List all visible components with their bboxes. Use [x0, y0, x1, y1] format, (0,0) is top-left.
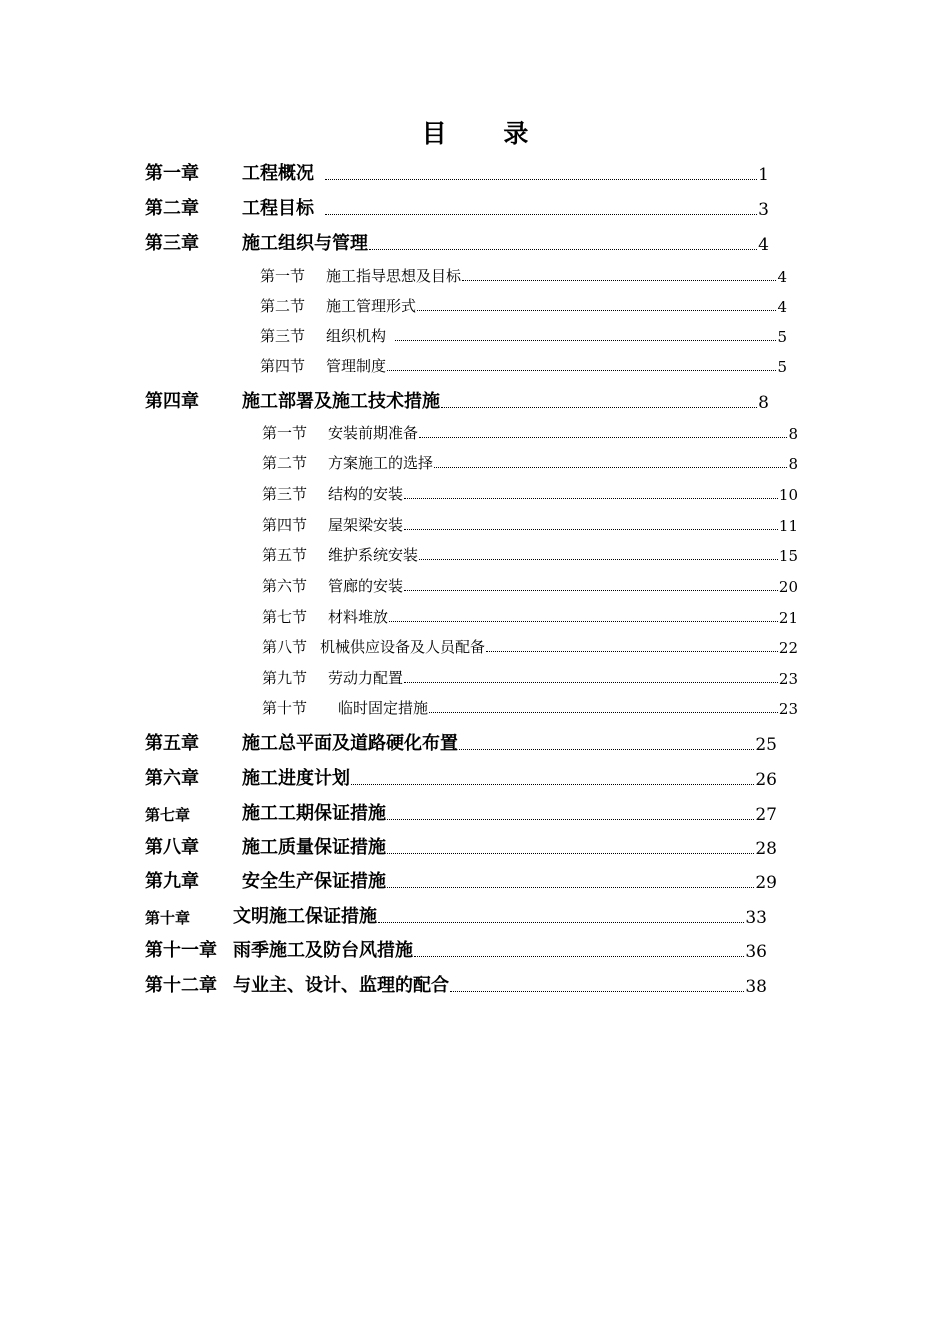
toc-title: 文明施工保证措施: [233, 906, 377, 927]
toc-number: 第八节: [262, 638, 308, 656]
toc-title: 施工总平面及道路硬化布置: [242, 733, 458, 754]
toc-page-number: 15: [778, 547, 798, 565]
toc-number: 第四节: [260, 357, 306, 375]
toc-title: 工程目标: [242, 198, 314, 219]
toc-title: 施工进度计划: [242, 768, 350, 789]
toc-leader: [419, 437, 787, 438]
toc-title: 施工管理形式: [326, 297, 417, 315]
toc-leader: [486, 651, 778, 652]
toc-chapter-1[interactable]: [145, 159, 769, 185]
toc-page-number: 21: [778, 609, 798, 627]
toc-chapter-2[interactable]: [145, 194, 769, 220]
toc-chapter-6[interactable]: [145, 764, 777, 790]
toc-leader: [351, 784, 754, 785]
toc-section-3-2[interactable]: [260, 295, 787, 316]
toc-number: 第二节: [262, 454, 308, 472]
toc-section-4-6[interactable]: [262, 575, 798, 596]
toc-leader: [429, 712, 778, 713]
toc-number: 第一章: [145, 163, 199, 184]
toc-number: 第十节: [262, 699, 308, 717]
toc-leader: [441, 407, 757, 408]
toc-title: 劳动力配置: [328, 669, 404, 687]
toc-number: 第八章: [145, 837, 199, 858]
toc-leader: [387, 370, 776, 371]
toc-leader: [404, 682, 778, 683]
toc-number: 第三章: [145, 233, 199, 254]
toc-section-4-3[interactable]: [262, 483, 798, 504]
toc-number: 第五节: [262, 546, 308, 564]
toc-title: 安全生产保证措施: [242, 871, 386, 892]
toc-leader: [419, 559, 778, 560]
toc-leader: [387, 853, 754, 854]
toc-number: 第十二章: [145, 975, 217, 996]
toc-number: 第十章: [145, 909, 191, 927]
toc-leader: [459, 749, 754, 750]
toc-chapter-3[interactable]: [145, 229, 769, 255]
toc-number: 第三节: [262, 485, 308, 503]
toc-page-number: 11: [778, 517, 798, 535]
toc-section-4-9[interactable]: [262, 667, 798, 688]
toc-number: 第七节: [262, 608, 308, 626]
toc-number: 第三节: [260, 327, 306, 345]
toc-leader: [414, 956, 744, 957]
toc-section-4-4[interactable]: [262, 514, 798, 535]
toc-leader: [417, 310, 776, 311]
toc-number: 第二节: [260, 297, 306, 315]
toc-number: 第一节: [260, 267, 306, 285]
toc-chapter-8[interactable]: [145, 833, 777, 859]
toc-title: 材料堆放: [328, 608, 389, 626]
toc-title: 结构的安装: [328, 485, 404, 503]
toc-title: 雨季施工及防台风措施: [233, 940, 413, 961]
toc-section-4-2[interactable]: [262, 452, 798, 473]
toc-chapter-12[interactable]: [145, 971, 767, 997]
toc-section-3-3[interactable]: [260, 325, 787, 346]
toc-page-number: 10: [778, 486, 798, 504]
toc-chapter-5[interactable]: [145, 729, 777, 755]
toc-page-number: 26: [755, 770, 777, 790]
toc-leader: [378, 922, 744, 923]
toc-title: 方案施工的选择: [328, 454, 434, 472]
toc-page-number: 20: [778, 578, 798, 596]
toc-number: 第五章: [145, 733, 199, 754]
toc-page-number: 22: [778, 639, 798, 657]
toc-title: 施工工期保证措施: [242, 803, 386, 824]
toc-number: 第六章: [145, 768, 199, 789]
toc-chapter-9[interactable]: [145, 867, 777, 893]
toc-page-number: 33: [745, 908, 767, 928]
toc-title: 安装前期准备: [328, 424, 419, 442]
toc-page-number: 36: [745, 942, 767, 962]
toc-page-number: 29: [755, 873, 777, 893]
toc-page-number: 5: [777, 358, 787, 376]
toc-number: 第十一章: [145, 940, 217, 961]
toc-leader: [325, 214, 757, 215]
toc-number: 第四节: [262, 516, 308, 534]
toc-section-4-8[interactable]: [262, 636, 798, 657]
toc-number: 第七章: [145, 806, 191, 824]
toc-leader: [404, 529, 778, 530]
toc-number: 第四章: [145, 391, 199, 412]
toc-page-number: 1: [758, 165, 769, 185]
toc-page-number: 4: [758, 235, 769, 255]
toc-leader: [434, 467, 787, 468]
page-title: 目 录: [421, 119, 553, 148]
toc-page-number: 28: [755, 839, 777, 859]
toc-section-4-1[interactable]: [262, 422, 798, 443]
toc-number: 第一节: [262, 424, 308, 442]
toc-title: 组织机构: [326, 327, 387, 345]
toc-section-4-5[interactable]: [262, 544, 798, 565]
toc-title: 临时固定措施: [338, 699, 429, 717]
toc-page-number: 8: [788, 455, 798, 473]
toc-section-4-10[interactable]: [262, 697, 798, 718]
toc-leader: [325, 179, 757, 180]
toc-number: 第九章: [145, 871, 199, 892]
toc-title: 施工指导思想及目标: [326, 267, 462, 285]
toc-title: 施工组织与管理: [242, 233, 368, 254]
toc-leader: [395, 340, 776, 341]
toc-title: 与业主、设计、监理的配合: [233, 975, 449, 996]
toc-title: 管理制度: [326, 357, 387, 375]
toc-chapter-10[interactable]: [145, 902, 767, 928]
toc-section-3-1[interactable]: [260, 265, 787, 286]
toc-title: 工程概况: [242, 163, 314, 184]
toc-page-number: 23: [778, 700, 798, 718]
toc-leader: [387, 887, 754, 888]
toc-section-4-7[interactable]: [262, 606, 798, 627]
toc-leader: [462, 280, 776, 281]
toc-page-number: 5: [777, 328, 787, 346]
toc-page-number: 23: [778, 670, 798, 688]
toc-number: 第九节: [262, 669, 308, 687]
toc-leader: [387, 819, 754, 820]
toc-page-number: 38: [745, 977, 767, 997]
toc-leader: [404, 590, 778, 591]
toc-chapter-11[interactable]: [145, 936, 767, 962]
toc-chapter-7[interactable]: [145, 799, 777, 825]
toc-page-number: 27: [755, 805, 777, 825]
toc-page-number: 3: [758, 200, 769, 220]
toc-chapter-4[interactable]: [145, 387, 769, 413]
toc-page-number: 8: [788, 425, 798, 443]
toc-page-number: 4: [777, 268, 787, 286]
toc-leader: [369, 249, 757, 250]
toc-title: 施工质量保证措施: [242, 837, 386, 858]
toc-title: 机械供应设备及人员配备: [320, 638, 486, 656]
toc-page-number: 4: [777, 298, 787, 316]
toc-page-number: 25: [755, 735, 777, 755]
toc-leader: [450, 991, 744, 992]
toc-section-3-4[interactable]: [260, 355, 787, 376]
toc-title: 管廊的安装: [328, 577, 404, 595]
toc-page-number: 8: [758, 393, 769, 413]
toc-leader: [404, 498, 778, 499]
toc-title: 施工部署及施工技术措施: [242, 391, 440, 412]
toc-leader: [389, 621, 778, 622]
toc-number: 第六节: [262, 577, 308, 595]
toc-title: 屋架梁安装: [328, 516, 404, 534]
toc-number: 第二章: [145, 198, 199, 219]
toc-title: 维护系统安装: [328, 546, 419, 564]
